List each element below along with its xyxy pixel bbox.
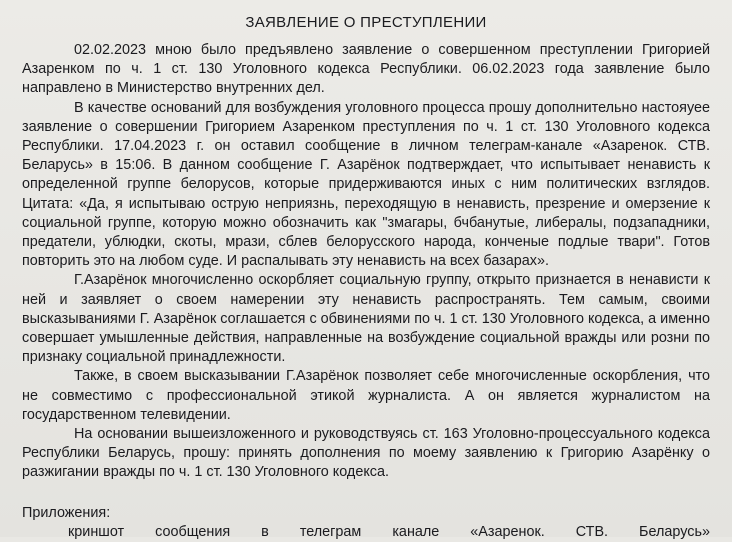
paragraph-5: На основании вышеизложенного и руководствуясь ст. 163 Уголовно-процессуального кодекса Республики Беларусь, прошу: принять дополнения по моему заявлению к Григорию Азарёнку о разжигании вражды по ч. 1 ст. 130 Уголовного кодекса. — [22, 426, 710, 481]
paragraph-2: В качестве оснований для возбуждения уголовного процесса прошу дополнительно настояуее заявление о совершении Григорием Азаренком преступления по ч. 1 ст. 130 Уголовного кодекса Республики. 17.04.2023 г. он оставил сообщение в личном телеграм-канале «Азаренок. СТВ. Беларусь» в 15:06. В данном сообщение Г. Азарёнок подтверждает, что испытывает ненависть к определенной группе белорусов, которые придерживаются иных с ним политических взглядов. Цитата: «Да, я испытываю острую неприязнь, переходящую в ненависть, презрение и омерзение к социальной группе, которую можно обозначить как "змагары, бчбанутые, либералы, подзападники, предатели, ублюдки, скоты, мрази, сблев белорусского народа, конченые подлые твари". Готов повторить это на любом суде. И распалывать эту ненависть на всех базарах». — [22, 99, 710, 270]
document-title: ЗАЯВЛЕНИЕ О ПРЕСТУПЛЕНИИ — [245, 14, 487, 31]
attachments-label: Приложения: — [22, 504, 111, 521]
paragraph-3: Г.Азарёнок многочисленно оскорбляет социальную группу, открыто признается в ненависти к ней и заявляет о своем намерении эту ненависть распространять. Тем самым, своими высказываниями Г. Азарёнок соглашается с обвинениями по ч. 1 ст. 130 Уголовного кодекса, а именно совершает умышленные действия, направленные на возбуждение социальной вражды или розни по признаку социальной принадлежности. — [22, 272, 710, 366]
paragraph-4: Также, в своем высказывании Г.Азарёнок позволяет себе многочисленные оскорбления, что не совместимо с профессиональной этикой журналиста. А он является журналистом на государственном телевидении. — [22, 368, 710, 423]
paragraph-1: 02.02.2023 мною было предъявлено заявление о совершенном преступлении Григорией Азаренком по ч. 1 ст. 130 Уголовного кодекса Республики. 06.02.2023 года заявление было направлено в Министерство внутренних дел. — [22, 42, 710, 97]
attachment-item: криншот сообщения в телеграм канале «Азаренок. СТВ. Беларусь» — [68, 523, 710, 540]
